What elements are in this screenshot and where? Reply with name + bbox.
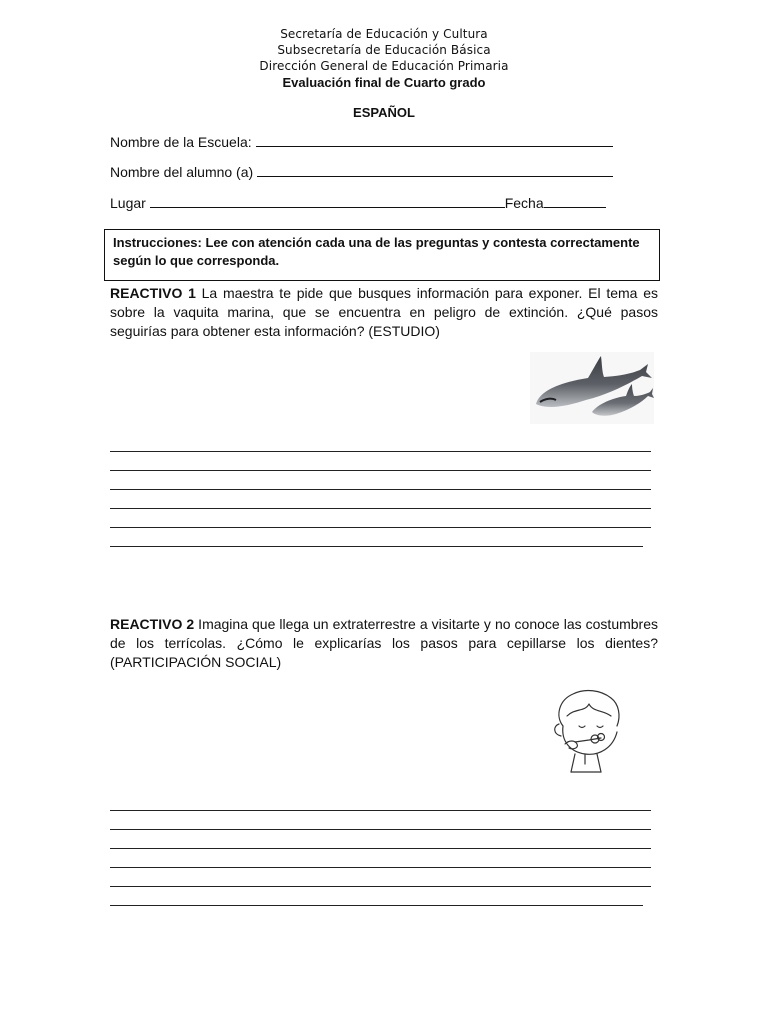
answer-line[interactable] (110, 848, 651, 849)
subject-title: ESPAÑOL (353, 105, 415, 120)
student-name-blank[interactable] (257, 164, 613, 177)
header-line-1: Secretaría de Educación y Cultura (280, 27, 488, 41)
child-brushing-teeth-image (545, 686, 640, 778)
answer-line[interactable] (110, 546, 643, 547)
place-blank[interactable] (150, 195, 505, 208)
answer-line[interactable] (110, 867, 651, 868)
school-name-blank[interactable] (256, 134, 613, 147)
place-label: Lugar (110, 195, 146, 211)
date-blank[interactable] (544, 195, 606, 208)
instructions-box: Instrucciones: Lee con atención cada una de las preguntas y contesta correctamente según lo que corresponda. (104, 229, 660, 281)
question-1-label: REACTIVO 1 (110, 285, 196, 301)
place-date-field[interactable] (110, 195, 606, 211)
school-name-label: Nombre de la Escuela: (110, 134, 252, 150)
answer-line[interactable] (110, 489, 651, 490)
question-2 (110, 615, 658, 672)
answer-lines-1[interactable] (110, 451, 651, 565)
answer-line[interactable] (110, 527, 651, 528)
question-2-label: REACTIVO 2 (110, 616, 195, 632)
answer-line[interactable] (110, 810, 651, 811)
answer-line[interactable] (110, 508, 651, 509)
answer-line[interactable] (110, 451, 651, 452)
answer-line[interactable] (110, 886, 651, 887)
school-name-field[interactable] (110, 134, 613, 150)
header-line-2: Subsecretaría de Educación Básica (277, 43, 491, 57)
student-name-field[interactable] (110, 164, 613, 180)
answer-line[interactable] (110, 470, 651, 471)
header-line-3: Dirección General de Educación Primaria (259, 59, 509, 73)
exam-title: Evaluación final de Cuarto grado (282, 75, 486, 90)
question-2-text: Imagina que llega un extraterrestre a visitarte y no conoce las costumbres de los terrícolas. ¿Cómo le explicarías los pasos para cepillarse los dientes? (PARTICIPACIÓN SOCIAL) (110, 616, 659, 670)
question-1 (110, 284, 658, 341)
question-1-text: La maestra te pide que busques información para exponer. El tema es sobre la vaquita marina, que se encuentra en peligro de extinción. ¿Qué pasos seguirías para obtener esta información? (ESTUDIO) (110, 285, 658, 339)
student-name-label: Nombre del alumno (a) (110, 164, 254, 180)
answer-line[interactable] (110, 905, 643, 906)
answer-line[interactable] (110, 829, 651, 830)
vaquita-image (530, 352, 654, 424)
document-header (0, 26, 768, 91)
answer-lines-2[interactable] (110, 810, 651, 924)
date-label: Fecha (504, 195, 544, 211)
